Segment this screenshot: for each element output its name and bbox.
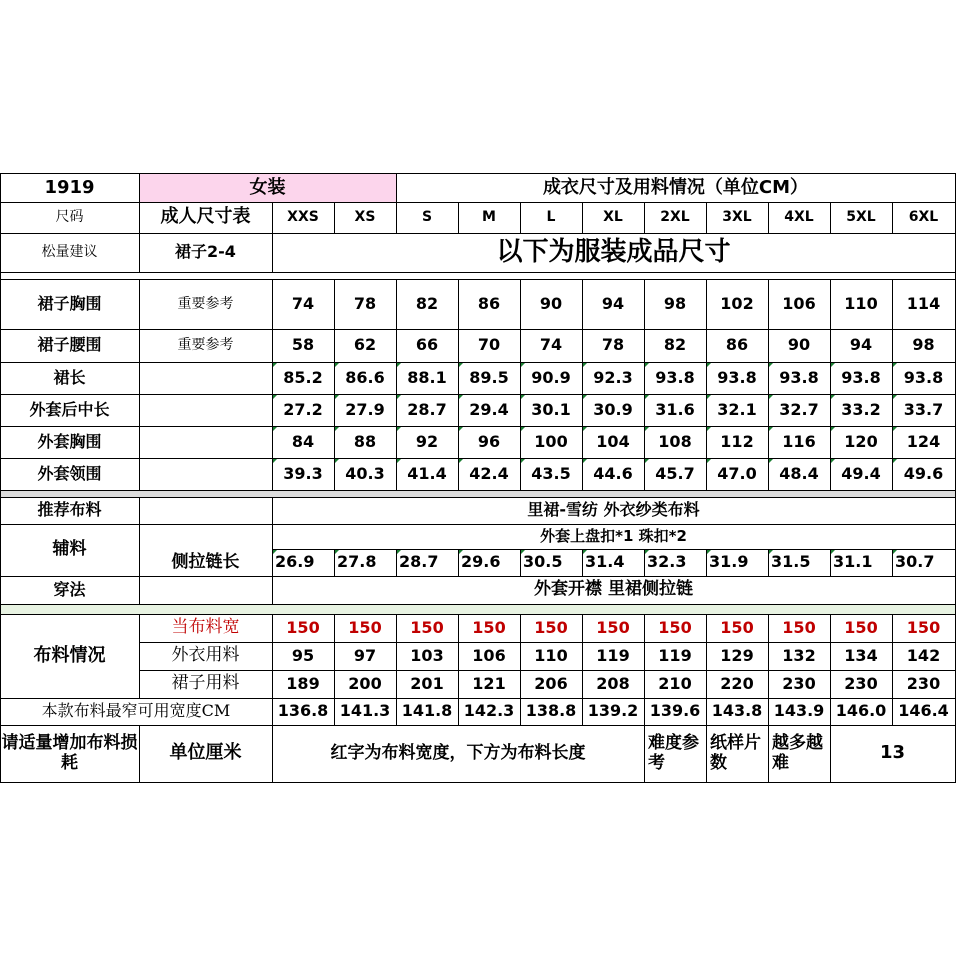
measurement-value: 86 [477, 293, 501, 313]
min-width-value: 141.8 [401, 701, 453, 721]
measurement-value: 42.4 [458, 458, 520, 490]
usage-row-label: 当布料宽 [171, 617, 240, 638]
size-chart-name: 成人尺寸表 [160, 206, 251, 228]
measurement-value: 82 [415, 293, 439, 313]
measurement-value: 70 [477, 335, 501, 355]
fabric-length-value: 230 [782, 673, 816, 693]
fabric-length-value: 201 [410, 673, 444, 693]
difficulty-label: 难度参考 [648, 732, 699, 773]
min-width-value: 136.8 [277, 701, 329, 721]
grid-line [396, 279, 397, 491]
measurement-note [139, 426, 272, 458]
size-chart-sheet [0, 172, 956, 782]
grid-line [768, 614, 769, 726]
measurement-value: 93.8 [644, 362, 706, 394]
grid-line [644, 614, 645, 726]
grid-line [0, 362, 956, 363]
fabric-usage-label: 布料情况 [33, 644, 106, 666]
grid-line [458, 614, 459, 726]
fabric-length-value: 134 [844, 645, 878, 665]
grid-line [830, 549, 831, 577]
grid-line [706, 725, 707, 783]
measurement-value: 85.2 [272, 362, 334, 394]
fabric-length-value: 103 [410, 645, 444, 665]
measurement-value: 120 [830, 426, 892, 458]
zipper-length: 31.1 [830, 549, 892, 576]
fabric-width-value: 150 [596, 617, 630, 637]
measurement-value: 62 [353, 335, 377, 355]
measurement-value: 114 [906, 293, 941, 313]
grid-line [334, 549, 335, 577]
grid-line [830, 279, 831, 491]
min-width-value: 143.8 [711, 701, 763, 721]
measurement-value: 116 [768, 426, 830, 458]
measurement-value: 78 [601, 335, 625, 355]
min-width-label: 本款布料最窄可用宽度CM [41, 701, 231, 721]
grid-line [830, 614, 831, 726]
size-header: 6XL [908, 209, 939, 226]
grid-line [0, 782, 956, 783]
grid-line [644, 202, 645, 234]
harder-label: 越多越难 [772, 732, 823, 773]
grid-line [334, 202, 335, 234]
grid-line [458, 202, 459, 234]
grid-line [706, 614, 707, 726]
fabric-label: 推荐布料 [37, 500, 102, 520]
measurement-value: 33.7 [892, 394, 955, 426]
measurement-value: 82 [663, 335, 687, 355]
size-header: 2XL [660, 209, 690, 226]
min-width-value: 143.9 [773, 701, 825, 721]
measurement-value: 112 [706, 426, 768, 458]
wearing-label: 穿法 [53, 579, 86, 599]
grid-line [139, 670, 956, 671]
grid-line [0, 604, 956, 605]
measurement-value: 98 [663, 293, 687, 313]
measurement-value: 93.8 [830, 362, 892, 394]
size-header: XS [354, 209, 376, 226]
measurement-label: 裙子腰围 [37, 335, 102, 355]
grid-line [0, 426, 956, 427]
grid-line [396, 614, 397, 726]
grid-line [396, 202, 397, 234]
fabric-width-value: 150 [782, 617, 816, 637]
grid-line [139, 497, 140, 605]
fabric-width-value: 150 [720, 617, 754, 637]
measurement-label: 裙长 [53, 367, 86, 387]
grid-line [272, 202, 273, 273]
grid-line [768, 549, 769, 577]
measurement-value: 40.3 [334, 458, 396, 490]
zipper-length: 29.6 [458, 549, 520, 576]
measurement-label: 裙子胸围 [37, 293, 102, 313]
ease-label: 松量建议 [41, 244, 98, 261]
accessories-label: 辅料 [52, 539, 87, 560]
grid-line [582, 202, 583, 234]
fabric-width-value: 150 [658, 617, 692, 637]
fabric-length-value: 210 [658, 673, 692, 693]
fabric-length-value: 95 [291, 645, 315, 665]
zipper-length: 31.9 [706, 549, 768, 576]
grid-line [0, 394, 956, 395]
measurement-value: 74 [291, 293, 315, 313]
grid-line [0, 524, 956, 525]
grid-line [458, 279, 459, 491]
fabric-width-value: 150 [472, 617, 506, 637]
grid-line [830, 725, 831, 783]
size-header: XL [603, 209, 623, 226]
measurement-value: 86.6 [334, 362, 396, 394]
grid-line [520, 614, 521, 726]
measurement-label: 外套领围 [37, 463, 102, 483]
accessories-buttons: 外套上盘扣*1 珠扣*2 [540, 526, 687, 545]
measurement-label: 外套胸围 [37, 431, 102, 451]
finished-size-note: 以下为服装成品尺寸 [496, 236, 731, 267]
size-header: XXS [287, 209, 319, 226]
grid-line [706, 202, 707, 234]
fabric-length-value: 110 [534, 645, 568, 665]
measurement-value: 66 [415, 335, 439, 355]
pattern-pieces-count: 13 [879, 742, 906, 764]
measurement-note [139, 362, 272, 394]
measurement-value: 124 [892, 426, 955, 458]
measurement-value: 31.6 [644, 394, 706, 426]
grid-line [272, 614, 273, 726]
size-header: 4XL [784, 209, 814, 226]
measurement-value: 88.1 [396, 362, 458, 394]
grid-line [458, 549, 459, 577]
fabric-length-value: 106 [472, 645, 506, 665]
sheet-title: 成衣尺寸及用料情况（单位CM） [542, 176, 809, 198]
measurement-value: 94 [849, 335, 873, 355]
fabric-width-value: 150 [844, 617, 878, 637]
fabric-width-value: 150 [348, 617, 382, 637]
measurement-value: 43.5 [520, 458, 582, 490]
zipper-length: 26.9 [272, 549, 334, 576]
grid-line [139, 642, 956, 643]
fabric-length-value: 121 [472, 673, 506, 693]
unit-note: 单位厘米 [169, 742, 242, 764]
measurement-value: 27.2 [272, 394, 334, 426]
measurement-value: 48.4 [768, 458, 830, 490]
measurement-value: 78 [353, 293, 377, 313]
wearing-value: 外套开襟 里裙侧拉链 [534, 579, 693, 600]
grid-line [139, 614, 140, 699]
measurement-value: 100 [520, 426, 582, 458]
usage-row-label: 外衣用料 [171, 645, 240, 666]
measurement-value: 93.8 [892, 362, 955, 394]
measurement-value: 92 [396, 426, 458, 458]
grid-line [0, 279, 956, 280]
measurement-value: 106 [782, 293, 816, 313]
fabric-length-value: 230 [844, 673, 878, 693]
grid-line [0, 202, 956, 203]
style-code: 1919 [44, 176, 95, 198]
measurement-value: 90 [539, 293, 563, 313]
grid-line [0, 698, 956, 699]
grid-line [892, 202, 893, 234]
grid-line [892, 279, 893, 491]
grid-line [582, 549, 583, 577]
ease-value: 裙子2-4 [175, 242, 236, 262]
grid-line [830, 202, 831, 234]
grid-line [768, 279, 769, 491]
measurement-value: 47.0 [706, 458, 768, 490]
min-width-value: 146.4 [898, 701, 949, 721]
grid-line [706, 279, 707, 491]
measurement-value: 33.2 [830, 394, 892, 426]
measurement-note: 重要参考 [177, 295, 234, 312]
fabric-length-value: 200 [348, 673, 382, 693]
grid-line [139, 725, 140, 783]
measurement-value: 89.5 [458, 362, 520, 394]
grid-line [396, 549, 397, 577]
measurement-note: 重要参考 [177, 337, 234, 354]
measurement-value: 32.7 [768, 394, 830, 426]
measurement-value: 110 [844, 293, 878, 313]
separator-band [0, 272, 956, 279]
zipper-length: 28.7 [396, 549, 458, 576]
min-width-value: 141.3 [339, 701, 391, 721]
measurement-label: 外套后中长 [29, 399, 110, 419]
measurement-value: 74 [539, 335, 563, 355]
zipper-label: 侧拉链长 [171, 551, 240, 572]
grid-line [892, 549, 893, 577]
grid-line [582, 279, 583, 491]
measurement-value: 93.8 [768, 362, 830, 394]
zipper-length: 30.7 [892, 549, 955, 576]
measurement-value: 104 [582, 426, 644, 458]
separator-band [0, 490, 956, 497]
fabric-length-value: 129 [720, 645, 754, 665]
fabric-width-value: 150 [286, 617, 320, 637]
min-width-value: 139.6 [649, 701, 701, 721]
measurement-value: 45.7 [644, 458, 706, 490]
measurement-value: 28.7 [396, 394, 458, 426]
grid-line [644, 549, 645, 577]
measurement-value: 98 [912, 335, 935, 355]
min-width-value: 142.3 [463, 701, 515, 721]
measurement-value: 44.6 [582, 458, 644, 490]
min-width-value: 139.2 [587, 701, 639, 721]
pattern-pieces-label: 纸样片数 [710, 732, 761, 773]
measurement-value: 102 [720, 293, 754, 313]
usage-row-label: 裙子用料 [171, 673, 240, 694]
grid-line [0, 173, 956, 174]
zipper-length: 27.8 [334, 549, 396, 576]
grid-line [0, 576, 956, 577]
fabric-length-value: 189 [286, 673, 320, 693]
grid-line [644, 279, 645, 491]
fabric-value: 里裙-雪纺 外衣纱类布料 [527, 500, 700, 520]
grid-line [334, 279, 335, 491]
grid-line [706, 549, 707, 577]
measurement-value: 92.3 [582, 362, 644, 394]
measurement-value: 96 [458, 426, 520, 458]
loss-note: 请适量增加布料损耗 [1, 732, 138, 773]
grid-line [0, 329, 956, 330]
measurement-value: 86 [725, 335, 749, 355]
grid-line [520, 202, 521, 234]
measurement-value: 29.4 [458, 394, 520, 426]
grid-line [768, 202, 769, 234]
grid-line [582, 614, 583, 726]
fabric-length-value: 132 [782, 645, 816, 665]
grid-line [0, 490, 956, 491]
fabric-length-value: 97 [353, 645, 377, 665]
color-explanation: 红字为布料宽度，下方为布料长度 [330, 742, 586, 763]
zipper-length: 30.5 [520, 549, 582, 576]
fabric-length-value: 208 [596, 673, 630, 693]
grid-line [0, 497, 956, 498]
fabric-width-value: 150 [534, 617, 568, 637]
grid-line [520, 549, 521, 577]
grid-line [272, 279, 273, 491]
fabric-length-value: 220 [720, 673, 754, 693]
measurement-value: 58 [291, 335, 315, 355]
grid-line [0, 458, 956, 459]
size-header: M [482, 209, 496, 226]
grid-line [272, 549, 956, 550]
grid-line [892, 614, 893, 726]
min-width-value: 146.0 [835, 701, 887, 721]
measurement-value: 39.3 [272, 458, 334, 490]
grid-line [139, 233, 140, 273]
zipper-length: 32.3 [644, 549, 706, 576]
size-header: 3XL [722, 209, 752, 226]
grid-line [139, 279, 140, 491]
size-header: S [421, 209, 433, 226]
measurement-value: 32.1 [706, 394, 768, 426]
category-label: 女装 [139, 174, 396, 202]
measurement-value: 30.9 [582, 394, 644, 426]
measurement-value: 108 [644, 426, 706, 458]
grid-line [334, 614, 335, 726]
grid-line [0, 173, 1, 783]
size-row-label: 尺码 [55, 209, 84, 226]
measurement-note [139, 394, 272, 426]
fabric-length-value: 119 [596, 645, 630, 665]
measurement-value: 90 [787, 335, 811, 355]
measurement-value: 49.4 [830, 458, 892, 490]
measurement-value: 84 [272, 426, 334, 458]
fabric-width-value: 150 [906, 617, 941, 637]
measurement-value: 90.9 [520, 362, 582, 394]
grid-line [272, 497, 273, 605]
grid-line [272, 725, 273, 783]
measurement-value: 30.1 [520, 394, 582, 426]
measurement-value: 94 [601, 293, 625, 313]
grid-line [0, 272, 956, 273]
min-width-value: 138.8 [525, 701, 577, 721]
measurement-value: 27.9 [334, 394, 396, 426]
measurement-value: 88 [334, 426, 396, 458]
fabric-length-value: 142 [906, 645, 941, 665]
fabric-length-value: 206 [534, 673, 568, 693]
fabric-length-value: 119 [658, 645, 692, 665]
separator-band [0, 604, 956, 614]
grid-line [0, 725, 956, 726]
grid-line [139, 173, 140, 234]
grid-line [520, 279, 521, 491]
measurement-value: 93.8 [706, 362, 768, 394]
measurement-value: 41.4 [396, 458, 458, 490]
grid-line [0, 233, 956, 234]
fabric-width-value: 150 [410, 617, 444, 637]
measurement-value: 49.6 [892, 458, 955, 490]
fabric-length-value: 230 [906, 673, 941, 693]
grid-line [768, 725, 769, 783]
zipper-length: 31.4 [582, 549, 644, 576]
zipper-length: 31.5 [768, 549, 830, 576]
size-header: 5XL [846, 209, 876, 226]
grid-line [0, 614, 956, 615]
grid-line [644, 725, 645, 783]
measurement-note [139, 458, 272, 490]
size-header: L [546, 209, 556, 226]
